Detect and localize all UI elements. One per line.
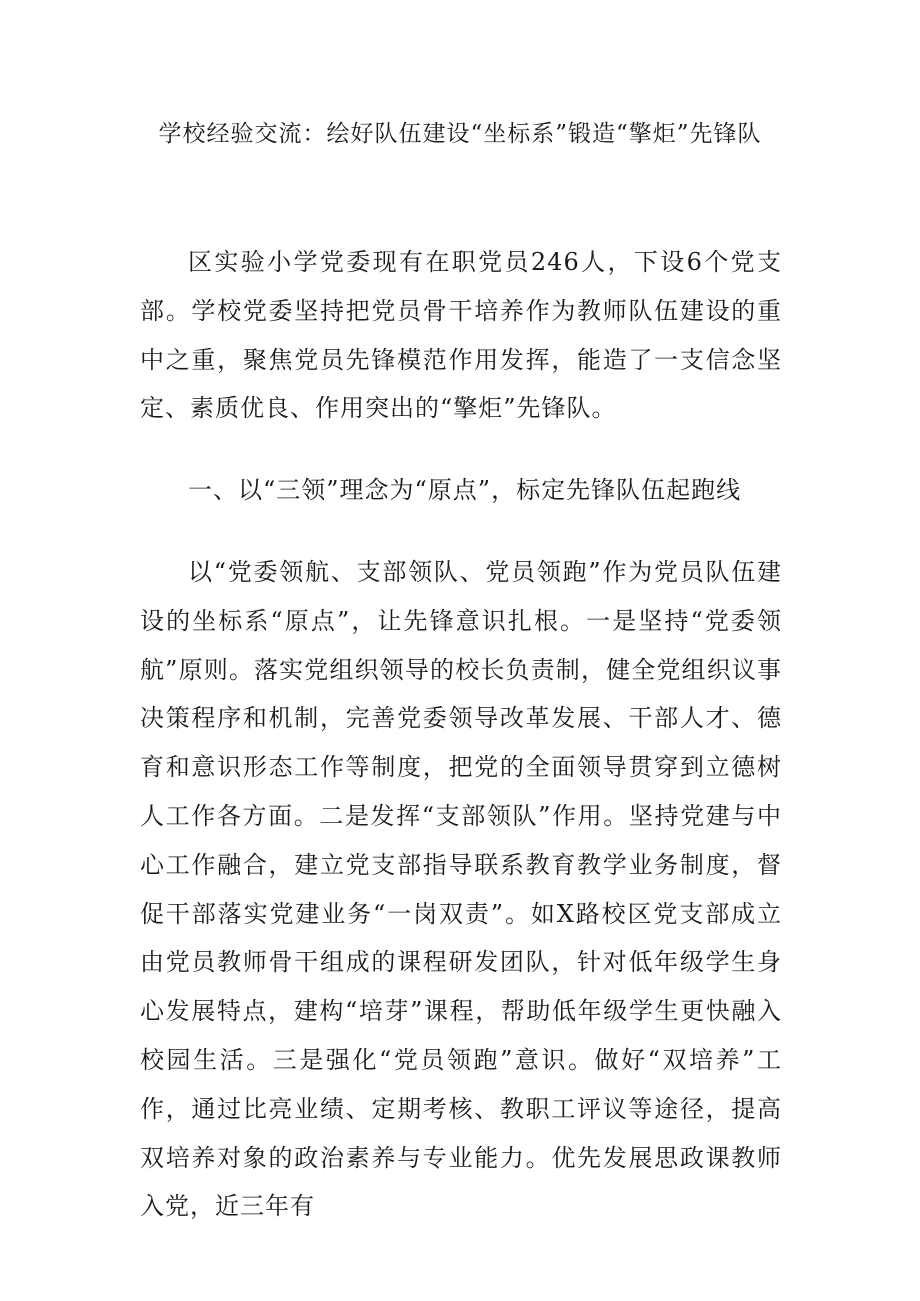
document-title: 学校经验交流：绘好队伍建设“坐标系”锻造“擎炬”先锋队 [158, 121, 762, 147]
section-body-paragraph: 以“党委领航、支部领队、党员领跑”作为党员队伍建设的坐标系“原点”，让先锋意识扎根。一是坚持“党委领航”原则。落实党组织领导的校长负责制，健全党组织议事决策程序和机制，完善党委领导改革发展、干部人才、德育和意识形态工作等制度，把党的全面领导贯穿到立德树人工作各方面。二是发挥“支部领队”作用。坚持党建与中心工作融合，建立党支部指导联系教育教学业务制度，督促干部落实党建业务“一岗双责”。如X路校区党支部成立由党员教师骨干组成的课程研发团队，针对低年级学生身心发展特点，建构“培芽”课程，帮助低年级学生更快融入校园生活。三是强化“党员领跑”意识。做好“双培养”工作，通过比亮业绩、定期考核、教职工评议等途径，提高双培养对象的政治素养与专业能力。优先发展思政课教师入党，近三年有 [140, 558, 782, 1221]
intro-paragraph: 区实验小学党委现有在职党员246人，下设6个党支部。学校党委坚持把党员骨干培养作为教师队伍建设的重中之重，聚焦党员先锋模范作用发挥，能造了一支信念坚定、素质优良、作用突出的“擎炬”先锋队。 [140, 248, 782, 423]
section-heading: 一、以“三领”理念为“原点”，标定先锋队伍起跑线 [188, 476, 742, 504]
